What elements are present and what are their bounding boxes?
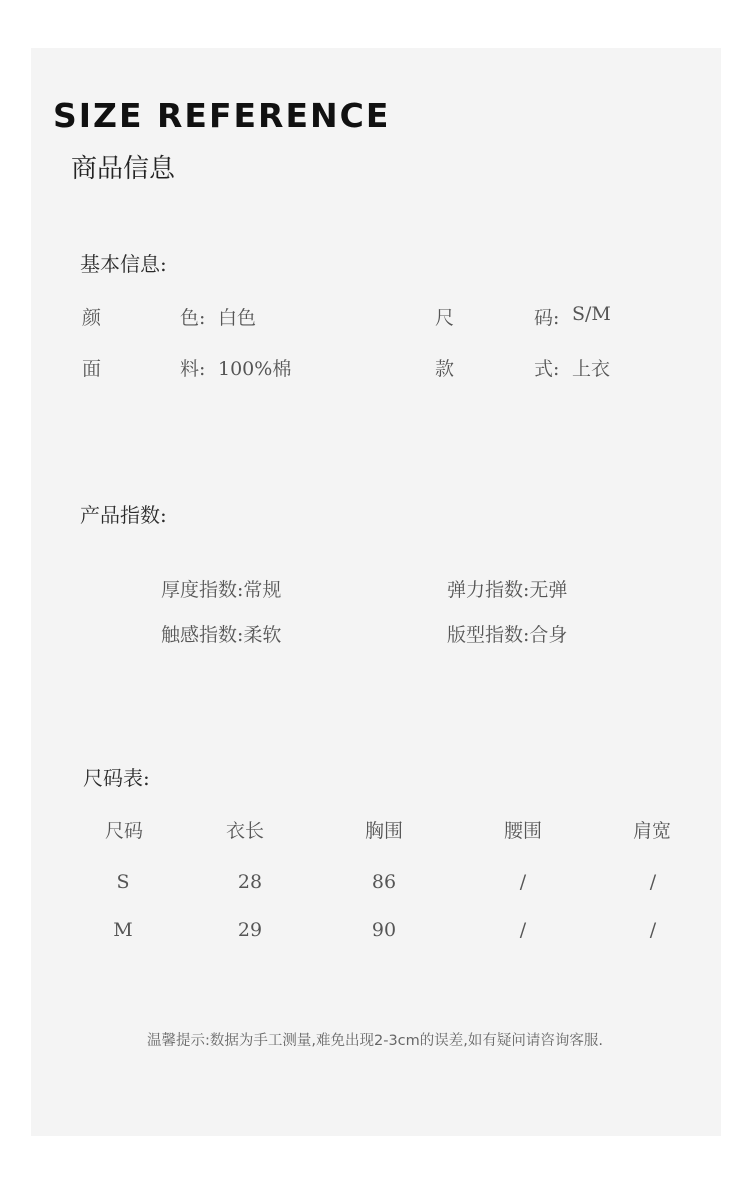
- table-cell-s-waist: /: [519, 871, 527, 893]
- table-cell-s-shoulder: /: [649, 871, 657, 893]
- table-header-shoulder: 肩宽: [632, 820, 671, 842]
- table-header-waist: 腰围: [503, 820, 542, 842]
- size-label-b: 码:: [534, 307, 560, 329]
- table-cell-m-size: M: [113, 919, 133, 941]
- material-label-a: 面: [82, 358, 102, 380]
- measurement-note: 温馨提示:数据为手工测量,难免出现2-3cm的误差,如有疑问请咨询客服.: [147, 1033, 603, 1049]
- page-subtitle: 商品信息: [71, 154, 176, 184]
- table-cell-m-waist: /: [519, 919, 527, 941]
- table-header-length: 衣长: [225, 820, 264, 842]
- color-label-a: 颜: [82, 307, 102, 329]
- thickness-index: 厚度指数:常规: [161, 579, 282, 601]
- style-label-a: 款: [435, 358, 455, 380]
- table-cell-s-length: 28: [237, 871, 263, 893]
- elasticity-index: 弹力指数:无弹: [447, 579, 568, 601]
- product-index-title: 产品指数:: [80, 503, 167, 527]
- fit-index: 版型指数:合身: [447, 624, 568, 646]
- style-label-b: 式:: [534, 358, 560, 380]
- basic-info-title: 基本信息:: [80, 252, 167, 276]
- table-header-chest: 胸围: [364, 820, 403, 842]
- table-cell-m-chest: 90: [371, 919, 397, 941]
- color-label-b: 色:: [180, 307, 206, 329]
- size-value: S/M: [572, 303, 611, 325]
- style-value: 上衣: [572, 358, 611, 380]
- touch-index: 触感指数:柔软: [161, 624, 282, 646]
- color-value: 白色: [218, 307, 257, 329]
- material-label-b: 料:: [180, 358, 206, 380]
- table-header-size: 尺码: [104, 820, 143, 842]
- material-value: 100%棉: [218, 358, 292, 380]
- table-cell-m-shoulder: /: [649, 919, 657, 941]
- table-cell-m-length: 29: [237, 919, 263, 941]
- table-cell-s-size: S: [116, 871, 130, 893]
- content-card: [31, 48, 721, 1136]
- size-label-a: 尺: [435, 307, 455, 329]
- size-table-title: 尺码表:: [83, 766, 150, 790]
- table-cell-s-chest: 86: [371, 871, 397, 893]
- page-title: SIZE REFERENCE: [53, 96, 391, 135]
